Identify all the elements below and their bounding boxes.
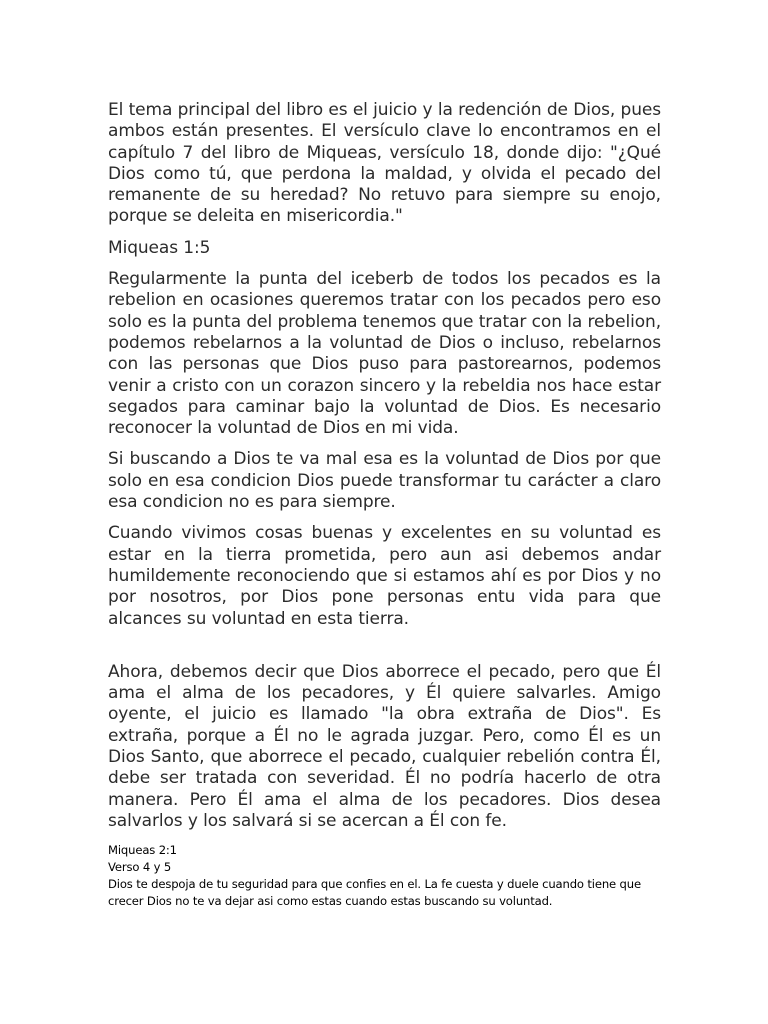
paragraph-intro: El tema principal del libro es el juicio y la redención de Dios, pues ambos están presentes. El versículo clave lo encontramos en el capítulo 7 del libro de Miqueas, versículo 18, donde dijo: "¿Qué Dios como tú, que perdona la maldad, y olvida el pecado del remanente de su heredad? No retuvo para siempre su enojo, porque se deleita en misericordia." [108,100,661,227]
document-page [108,100,661,910]
paragraph-rebellion: Regularmente la punta del iceberb de todos los pecados es la rebelion en ocasiones queremos tratar con los pecados pero eso solo es la punta del problema tenemos que tratar con la rebelion, podemos rebelarnos a la voluntad de Dios o incluso, rebelarnos con las personas que Dios puso para pastorearnos, podemos venir a cristo con un corazon sincero y la rebeldia nos hace estar segados para caminar bajo la voluntad de Dios. Es necesario reconocer la voluntad de Dios en mi vida. [108,269,661,439]
verse-reference-miqueas-2-1: Miqueas 2:1 [108,843,177,858]
paragraph-god-hates-sin: Ahora, debemos decir que Dios aborrece el pecado, pero que Él ama el alma de los pecadores, y Él quiere salvarles. Amigo oyente, el juicio es llamado "la obra extraña de Dios". Es extraña, porque a Él no le agrada juzgar. Pero, como Él es un Dios Santo, que aborrece el pecado, cualquier rebelión contra Él, debe ser tratada con severidad. Él no podría hacerlo de otra manera. Pero Él ama el alma de los pecadores. Dios desea salvarlos y los salvará si se acercan a Él con fe. [108,661,661,831]
blank-line [108,640,661,662]
verse-reference-miqueas-1-5: Miqueas 1:5 [108,237,211,258]
paragraph-promised-land: Cuando vivimos cosas buenas y excelentes en su voluntad es estar en la tierra prometida, pero aun asi debemos andar humildemente reconociendo que si estamos ahí es por Dios y no por nosotros, por Dios pone personas entu vida para que alcances su voluntad en esta tierra. [108,523,661,629]
notes-text: Dios te despoja de tu seguridad para que confies en el. La fe cuesta y duele cuando tiene que crecer Dios no te va dejar asi como estas cuando estas buscando su voluntad. [108,877,641,909]
verse-reference-verso-4-5: Verso 4 y 5 [108,860,172,875]
notes-block [108,842,661,910]
paragraph-will-of-god: Si buscando a Dios te va mal esa es la voluntad de Dios por que solo en esa condicion Dios puede transformar tu carácter a claro esa condicion no es para siempre. [108,449,661,513]
